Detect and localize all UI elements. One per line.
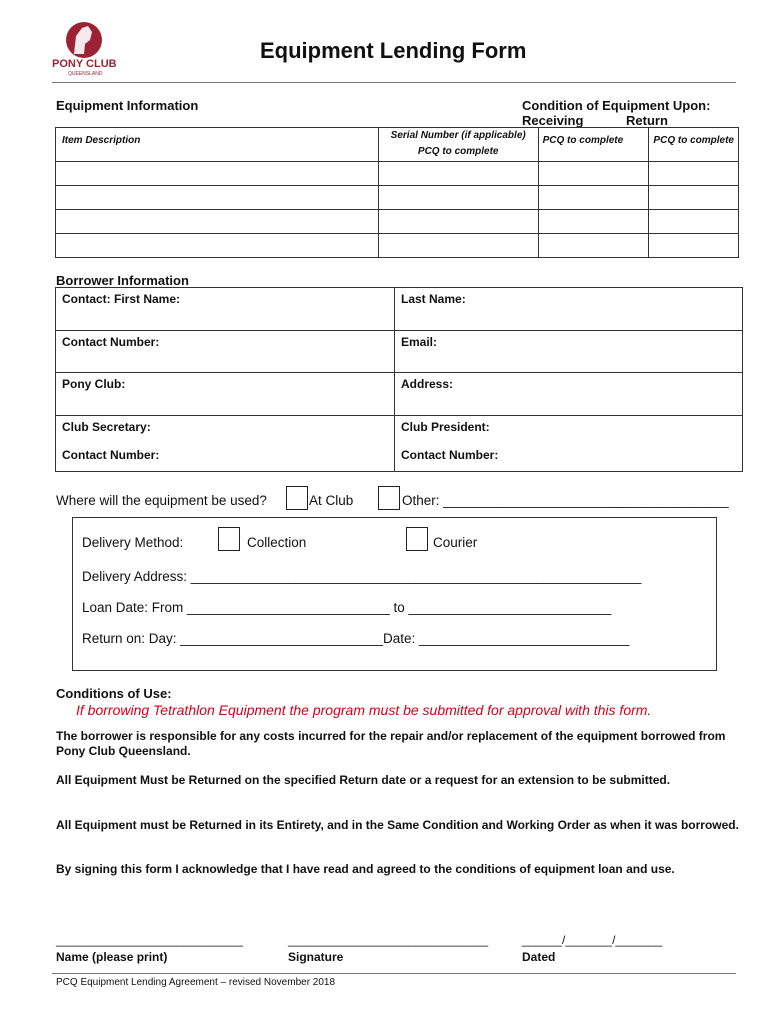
return-label: Return [626,113,668,128]
condition-paragraph: By signing this form I acknowledge that I have read and agreed to the conditions of equipment loan and use. [56,862,675,876]
president-contact-field[interactable]: Contact Number: [395,444,743,472]
col-serial-sub: PCQ to complete [417,146,499,157]
col-receiving: PCQ to complete [542,135,624,146]
club-president-field[interactable]: Club President: [395,416,743,444]
pony-club-logo [52,18,134,80]
condition-paragraph: All Equipment Must be Returned on the specified Return date or a request for an extension to be submitted. [56,773,671,787]
email-field[interactable]: Email: [395,331,743,373]
conditions-heading: Conditions of Use: [56,686,172,701]
collection-checkbox[interactable] [218,527,240,551]
borrower-heading: Borrower Information [56,273,189,288]
signature-line[interactable]: ______________________________ [288,933,489,947]
tetrathlon-notice: If borrowing Tetrathlon Equipment the program must be submitted for approval with this form. [76,702,652,718]
footer-divider [52,973,736,974]
equipment-row[interactable] [56,186,739,210]
condition-paragraph: All Equipment must be Returned in its Entirety, and in the Same Condition and Working Order as when it was borrowed. [56,818,739,832]
name-line[interactable]: ____________________________ [56,933,243,947]
date-line[interactable]: ______/_______/_______ [522,933,663,947]
equipment-row[interactable] [56,234,739,258]
col-return: PCQ to complete [653,135,734,146]
equipment-row[interactable] [56,210,739,234]
courier-checkbox[interactable] [406,527,428,551]
club-secretary-field[interactable]: Club Secretary: [56,416,395,444]
delivery-address-field[interactable]: Delivery Address: ____________________________________________________________ [82,569,642,584]
logo-text: PONY CLUB [52,58,117,70]
condition-paragraph: The borrower is responsible for any costs incurred for the repair and/or replacement of the equipment borrowed from Pony Club Queensland. [56,729,726,758]
condition-heading: Condition of Equipment Upon: [522,98,711,113]
other-checkbox[interactable] [378,486,400,510]
usage-question: Where will the equipment be used? [56,493,267,508]
borrower-table [55,287,743,472]
secretary-contact-field[interactable]: Contact Number: [56,444,395,472]
address-field[interactable]: Address: [395,373,743,416]
col-item-description: Item Description [62,135,141,146]
return-date-field[interactable]: Return on: Day: ___________________________Date: ____________________________ [82,631,630,646]
first-name-field[interactable]: Contact: First Name: [56,288,395,331]
page-title: Equipment Lending Form [260,38,527,63]
receiving-label: Receiving [522,113,584,128]
other-field[interactable]: Other: ______________________________________ [402,493,729,508]
equipment-header-row [56,128,739,162]
at-club-checkbox[interactable] [286,486,308,510]
last-name-field[interactable]: Last Name: [395,288,743,331]
col-serial-number: Serial Number (if applicable) [390,130,526,141]
loan-date-field[interactable]: Loan Date: From ___________________________ to ___________________________ [82,600,612,615]
signature-label: Signature [288,950,344,964]
header-divider [52,82,736,83]
pony-club-field[interactable]: Pony Club: [56,373,395,416]
logo-subtext: QUEENSLAND [68,71,103,77]
collection-label: Collection [247,535,307,550]
equipment-row[interactable] [56,162,739,186]
at-club-label: At Club [309,493,354,508]
date-label: Dated [522,950,556,964]
name-label: Name (please print) [56,950,168,964]
equipment-heading: Equipment Information [56,98,199,113]
delivery-method-label: Delivery Method: [82,535,184,550]
contact-number-field[interactable]: Contact Number: [56,331,395,373]
equipment-table [55,127,739,258]
footer-text: PCQ Equipment Lending Agreement – revised November 2018 [56,977,336,988]
courier-label: Courier [433,535,478,550]
